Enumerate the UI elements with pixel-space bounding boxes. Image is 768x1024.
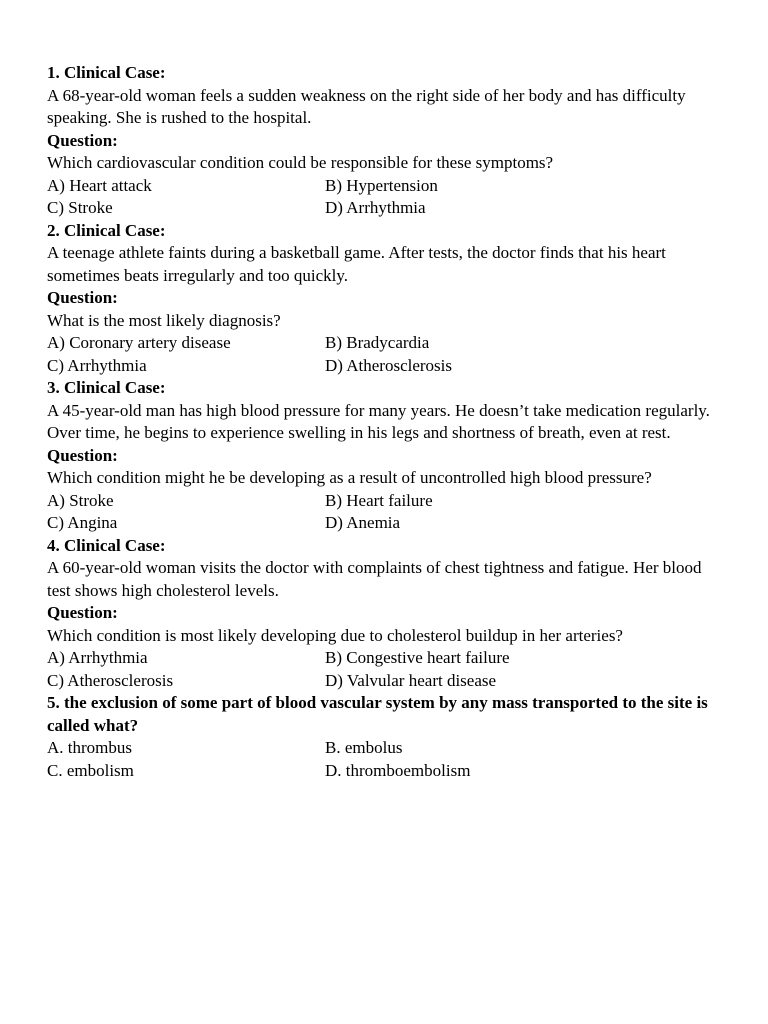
option-a: A) Heart attack	[47, 175, 152, 195]
question-label: Question:	[47, 445, 118, 465]
option-d: D) Atherosclerosis	[325, 355, 453, 375]
answer-options	[47, 175, 712, 220]
option-b: B. embolus	[325, 738, 403, 757]
question-text: Which condition is most likely developing due to cholesterol buildup in her arteries?	[47, 625, 623, 645]
question-text: Which condition might he be developing as a result of uncontrolled high blood pressure?	[47, 468, 652, 487]
option-c: C) Atherosclerosis	[47, 670, 174, 690]
question-label: Question:	[47, 288, 118, 307]
option-d: D) Anemia	[325, 513, 401, 532]
option-d: D) Arrhythmia	[325, 198, 426, 217]
option-d: D. thromboembolism	[325, 760, 471, 780]
question-label: Question:	[47, 603, 118, 622]
question-block-4	[47, 535, 712, 693]
option-a: A) Coronary artery disease	[47, 333, 231, 352]
case-heading: 1. Clinical Case:	[47, 63, 166, 82]
question-block-2	[47, 220, 712, 378]
question-text: What is the most likely diagnosis?	[47, 310, 281, 330]
case-heading: 3. Clinical Case:	[47, 378, 166, 397]
case-text: A 60-year-old woman visits the doctor with complaints of chest tightness and fatigue. Her blood test shows high cholesterol levels.	[47, 558, 702, 600]
option-b: B) Hypertension	[325, 175, 438, 195]
case-heading: 2. Clinical Case:	[47, 220, 166, 240]
case-text: A 68-year-old woman feels a sudden weakness on the right side of her body and has difficulty speaking. She is rushed to the hospital.	[47, 85, 686, 127]
option-a: A) Stroke	[47, 490, 114, 510]
answer-options	[47, 647, 712, 692]
option-c: C) Stroke	[47, 198, 113, 217]
answer-options	[47, 490, 712, 535]
option-c: C. embolism	[47, 760, 134, 780]
option-b: B) Congestive heart failure	[325, 648, 510, 667]
option-b: B) Bradycardia	[325, 333, 430, 352]
document-page	[47, 62, 712, 782]
question-label: Question:	[47, 130, 118, 150]
answer-options	[47, 737, 712, 782]
option-a: A. thrombus	[47, 738, 132, 757]
option-a: A) Arrhythmia	[47, 648, 148, 667]
question-block-1	[47, 62, 712, 220]
answer-options	[47, 332, 712, 377]
question-block-3	[47, 377, 712, 535]
option-b: B) Heart failure	[325, 490, 433, 510]
option-d: D) Valvular heart disease	[325, 670, 497, 690]
option-c: C) Angina	[47, 513, 118, 532]
case-text: A 45-year-old man has high blood pressure for many years. He doesn’t take medication regularly. Over time, he begins to experience swelling in his legs and shortness of breath, even at rest.	[47, 400, 710, 442]
question-text: Which cardiovascular condition could be responsible for these symptoms?	[47, 153, 554, 172]
question-text: 5. the exclusion of some part of blood vascular system by any mass transported to the site is called what?	[47, 693, 708, 735]
case-heading: 4. Clinical Case:	[47, 535, 166, 555]
case-text: A teenage athlete faints during a basketball game. After tests, the doctor finds that his heart sometimes beats irregularly and too quickly.	[47, 243, 666, 285]
question-block-5	[47, 692, 712, 782]
option-c: C) Arrhythmia	[47, 355, 147, 375]
